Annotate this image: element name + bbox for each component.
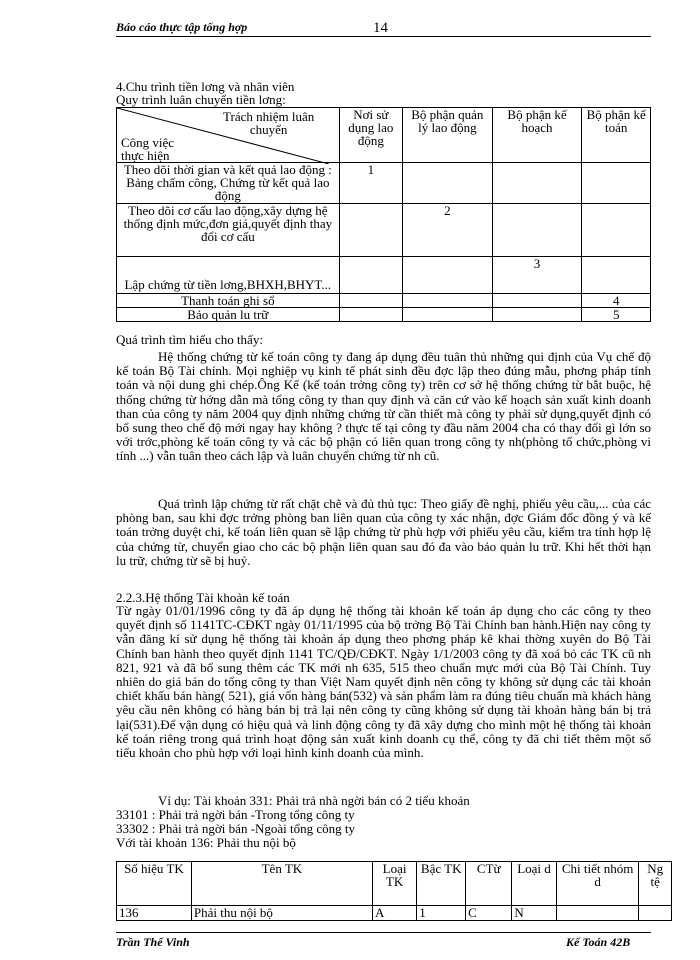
table-row [117, 204, 651, 257]
task-cell: Theo dõi cơ cấu lao động,xây dựng hệ thống định mức,đơn giá,quyết định thay đổi cơ cấu [117, 204, 340, 257]
step-cell: 3 [492, 257, 582, 294]
table-row [117, 294, 651, 308]
step-cell: 4 [582, 294, 651, 308]
column-header: Tên TK [191, 862, 372, 906]
column-header: Ng tệ [639, 862, 672, 906]
step-cell: 2 [402, 204, 492, 257]
step-cell [339, 257, 402, 294]
table-row [117, 257, 651, 294]
footer-divider [116, 932, 651, 933]
step-cell [582, 204, 651, 257]
sub-account-33302: 33302 : Phải trả ngời bán -Ngoài tổng công ty [116, 821, 356, 836]
column-header: Bậc TK [417, 862, 466, 906]
step-cell [492, 204, 582, 257]
task-cell: Theo dõi thời gian và kết quả lao động : Bảng chấm công, Chứng từ kết quả lao động [117, 163, 340, 204]
step-cell: 1 [339, 163, 402, 204]
account-balance-type: N [512, 906, 556, 921]
column-header: CTừ [466, 862, 512, 906]
accounts-paragraph: Từ ngày 01/01/1996 công ty đã áp dụng hệ thống tài khoản kế toán áp dụng cho các công ty theo quyết định số 1141TC-CĐKT ngày 01/11/1995 của bộ trởng Bộ Tài Chính ban hành.Hiện nay công ty vẫn đăng kí sử dụng hệ thống tài khoản áp dụng theo phơng pháp kê khai thờng xuyên do Bộ Tài Chính ban hành theo quyết định 1141 TC/QĐ/CĐKT. Ngày 1/1/2003 công ty đã xoá bỏ các TK cũ nh 821, 921 và đã bổ sung thêm các TK mới nh 635, 515 theo chuẩn mực mới của Bộ Tài Chính. Tuy nhiên do giá bán do tổng công ty than Việt Nam quyết định nên công ty không sử dụng các tài khoản chiết khấu bán hàng( 521), giá vốn hàng bán(532) và sản phẩm làm ra đúng tiêu chuẩn mà khách hàng yêu cầu nên không có hàng bán bị trả lại nên công ty cũng không sử dụng tài khoản hàng bán bị trả lại(531).Để vận dụng có hiệu quả và linh động công ty đã xây dựng cho mình một hệ thống tài khoản kế toán riêng trong quá trình hoạt động sản xuất kinh doanh cụ thể, công ty đã chi tiết thêm một số tiểu khoản cho phù hợp với loại hình kinh doanh của mình. [116, 603, 651, 761]
task-cell: Bảo quản lu trữ [117, 308, 340, 322]
step-cell [582, 163, 651, 204]
column-header: Bộ phận quản lý lao động [402, 108, 492, 163]
section-heading-accounts: 2.2.3.Hệ thống Tài khoản kế toán [116, 590, 290, 605]
account-136-line: Với tài khoản 136: Phải thu nội bộ [116, 835, 296, 850]
step-cell [402, 294, 492, 308]
corner-top-label: Trách nhiệm luân chuyển [223, 109, 315, 137]
column-header: Loại TK [372, 862, 416, 906]
column-header: Loại d [512, 862, 556, 906]
author-name: Trần Thế Vinh [116, 935, 190, 949]
table-row [117, 906, 672, 921]
task-cell: Thanh toán ghi sổ [117, 294, 340, 308]
account-currency [639, 906, 672, 921]
salary-flow-table [116, 107, 651, 322]
step-cell [402, 163, 492, 204]
account-code: 136 [117, 906, 192, 921]
column-header: Bộ phận kế toán [582, 108, 651, 163]
step-cell [582, 257, 651, 294]
step-cell [339, 308, 402, 322]
account-detail [556, 906, 639, 921]
section-heading-salary-cycle: 4.Chu trình tiền lơng và nhân viên [116, 79, 295, 94]
sub-account-33101: 33101 : Phải trả ngời bán -Trong tổng công ty [116, 807, 355, 822]
section-subheading: Quy trình luân chuyển tiền lơng: [116, 92, 286, 107]
header-divider [116, 36, 651, 37]
report-title: Báo cáo thực tập tổng hợp [116, 20, 248, 34]
table-corner-cell [117, 108, 340, 163]
account-type: A [372, 906, 416, 921]
account-voucher: C [466, 906, 512, 921]
process-paragraph-1: Hệ thống chứng từ kế toán công ty đang áp dụng đều tuân thủ những qui định của Vụ chế độ kế toán Bộ Tài chính. Mọi nghiệp vụ kinh tế phát sinh đều đợc lập theo đúng mẫu, phơng pháp tính toán và nội dung ghi chép.Ông Kế (kế toán trởng công ty) trên cơ sở hệ thống chứng từ bắt buộc, hệ thống chứng từ hớng dẫn mà tổng công ty than quy định và căn cứ vào kế hoạch sản xuất kinh doanh than của công ty năm 2004 quy định những chứng từ cần thiết mà công ty phải sử dụng,quyết định có bổ sung theo chế độ mới ngay hay không ? thực tế tại công ty đầu năm 2004 cha có thay đổi gì lớn so với trớc,phòng kế toán công ty và các bộ phận có liên quan trong công ty nh(phòng tổ chức,phòng vi tính ...) vẫn tuân theo cách lập và luân chuyển chứng từ nh cũ. [116, 349, 651, 464]
step-cell [339, 204, 402, 257]
example-line: Ví dụ: Tài khoản 331: Phải trả nhà ngời bán có 2 tiểu khoản [158, 793, 470, 808]
table-row [117, 163, 651, 204]
account-level: 1 [417, 906, 466, 921]
page-number: 14 [373, 20, 388, 36]
step-cell [492, 294, 582, 308]
table-row [117, 308, 651, 322]
step-cell [402, 308, 492, 322]
process-intro: Quá trình tìm hiểu cho thấy: [116, 332, 263, 347]
task-cell: Lập chứng từ tiền lơng,BHXH,BHYT... [117, 257, 340, 294]
account-table [116, 861, 672, 921]
column-header: Bộ phận kế hoạch [492, 108, 582, 163]
class-name: Kế Toán 42B [566, 935, 631, 949]
column-header: Chi tiết nhóm d [556, 862, 639, 906]
account-name: Phải thu nội bộ [191, 906, 372, 921]
corner-bottom-label: Công việc thực hiện [121, 135, 175, 163]
column-header: Số hiệu TK [117, 862, 192, 906]
step-cell: 5 [582, 308, 651, 322]
step-cell [402, 257, 492, 294]
process-paragraph-2: Quá trình lập chứng từ rất chặt chẽ và đủ thủ tục: Theo giấy đề nghị, phiếu yêu cầu,... của các phòng ban, sau khi đợc trởng phòng ban liên quan của công ty xác nhận, đợc Giám đốc đồng ý và kế toán trởng duyệt chi, kế toán liên quan sẽ lập chứng từ phù hợp với phiếu yêu cầu, kiểm tra tính hợp lệ của chứng từ, chuyển giao cho các bộ phận liên quan sau đó đa vào bảo quản lu trữ. Khi hết thời hạn lu trữ, chứng từ sẽ bị huỷ. [116, 496, 651, 568]
step-cell [339, 294, 402, 308]
column-header: Nơi sử dụng lao động [339, 108, 402, 163]
step-cell [492, 308, 582, 322]
step-cell [492, 163, 582, 204]
